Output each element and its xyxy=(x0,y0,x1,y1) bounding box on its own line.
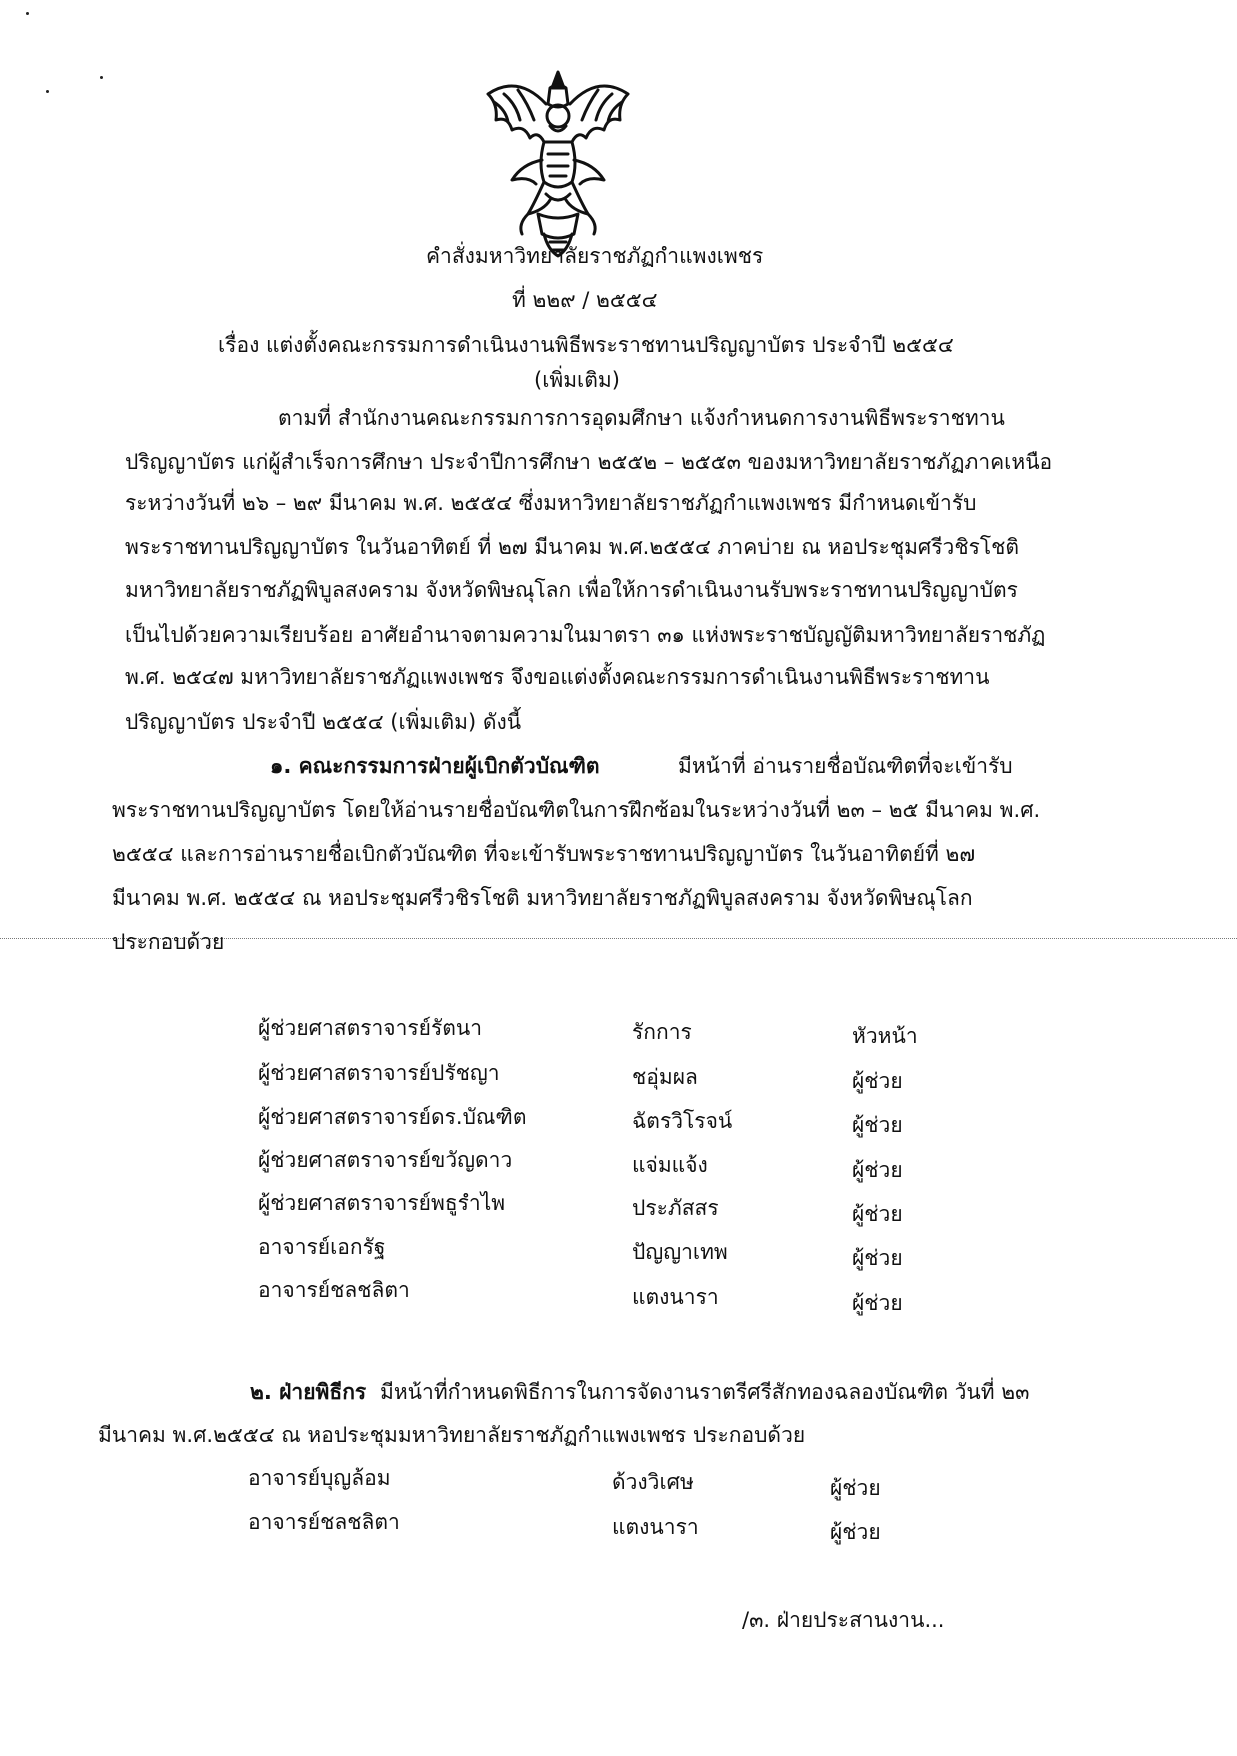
member-surname: แจ่มแจ้ง xyxy=(632,1153,708,1177)
member-surname: ประภัสสร xyxy=(632,1196,719,1220)
section-1-line: ๒๕๕๔ และการอ่านรายชื่อเบิกตัวบัณฑิต ที่จะเข้ารับพระราชทานปริญญาบัตร ในวันอาทิตย์ที่ ๒๗ xyxy=(112,842,976,866)
section-2-heading: ๒. ฝ่ายพิธีกร xyxy=(250,1380,367,1404)
member-name: อาจารย์ชลชลิตา xyxy=(248,1510,400,1534)
member-role: ผู้ช่วย xyxy=(852,1069,903,1093)
member-role: ผู้ช่วย xyxy=(830,1476,881,1500)
member-role: ผู้ช่วย xyxy=(852,1202,903,1226)
member-surname: ด้วงวิเศษ xyxy=(612,1470,694,1494)
section-1-line: พระราชทานปริญญาบัตร โดยให้อ่านรายชื่อบัณฑิตในการฝึกซ้อมในระหว่างวันที่ ๒๓ – ๒๕ มีนาคม พ.ศ. xyxy=(112,798,1041,822)
member-name: อาจารย์บุญล้อม xyxy=(248,1466,391,1490)
preamble-line: พ.ศ. ๒๕๔๗ มหาวิทยาลัยราชภัฏแพงเพชร จึงขอแต่งตั้งคณะกรรมการดำเนินงานพิธีพระราชทาน xyxy=(125,665,990,689)
scan-speck xyxy=(100,76,103,79)
garuda-emblem xyxy=(478,64,638,264)
order-number: ที่ ๒๒๙ / ๒๕๕๔ xyxy=(512,288,658,312)
member-surname: ฉัตรวิโรจน์ xyxy=(632,1109,733,1133)
member-name: ผู้ช่วยศาสตราจารย์ขวัญดาว xyxy=(258,1148,513,1172)
page-continuation: /๓. ฝ่ายประสานงาน... xyxy=(742,1608,945,1632)
member-role: ผู้ช่วย xyxy=(830,1520,881,1544)
member-name: ผู้ช่วยศาสตราจารย์รัตนา xyxy=(258,1016,483,1040)
member-role: ผู้ช่วย xyxy=(852,1291,903,1315)
preamble-line: ปริญญาบัตร ประจำปี ๒๕๕๔ (เพิ่มเติม) ดังนี้ xyxy=(125,710,522,734)
member-name: ผู้ช่วยศาสตราจารย์ปรัชญา xyxy=(258,1061,500,1085)
section-1-line: ประกอบด้วย xyxy=(112,930,225,954)
member-surname: แตงนารา xyxy=(612,1515,699,1539)
preamble-line: ระหว่างวันที่ ๒๖ – ๒๙ มีนาคม พ.ศ. ๒๕๕๔ ซึ่งมหาวิทยาลัยราชภัฏกำแพงเพชร มีกำหนดเข้ารับ xyxy=(125,491,977,515)
order-subject: เรื่อง แต่งตั้งคณะกรรมการดำเนินงานพิธีพระราชทานปริญญาบัตร ประจำปี ๒๕๕๔ xyxy=(218,333,954,357)
section-1-line: มีนาคม พ.ศ. ๒๕๕๔ ณ หอประชุมศรีวชิรโชติ มหาวิทยาลัยราชภัฏพิบูลสงคราม จังหวัดพิษณุโลก xyxy=(112,886,973,910)
preamble-line: พระราชทานปริญญาบัตร ในวันอาทิตย์ ที่ ๒๗ มีนาคม พ.ศ.๒๕๕๔ ภาคบ่าย ณ หอประชุมศรีวชิรโชติ xyxy=(125,535,1020,559)
order-title: คำสั่งมหาวิทยาลัยราชภัฏกำแพงเพชร xyxy=(426,244,764,268)
member-name: ผู้ช่วยศาสตราจารย์ดร.บัณฑิต xyxy=(258,1105,527,1129)
order-subject-note: (เพิ่มเติม) xyxy=(534,368,620,392)
section-2-line: มีหน้าที่กำหนดพิธีการในการจัดงานราตรีศรีสักทองฉลองบัณฑิต วันที่ ๒๓ xyxy=(380,1380,1030,1404)
member-surname: ปัญญาเทพ xyxy=(632,1240,728,1264)
scan-speck xyxy=(46,90,49,93)
section-1-heading: ๑. คณะกรรมการฝ่ายผู้เบิกตัวบัณฑิต xyxy=(270,754,600,778)
member-role: ผู้ช่วย xyxy=(852,1158,903,1182)
member-name: อาจารย์เอกรัฐ xyxy=(258,1235,386,1259)
member-surname: ชอุ่มผล xyxy=(632,1065,698,1089)
member-name: ผู้ช่วยศาสตราจารย์พธูรำไพ xyxy=(258,1191,506,1215)
member-role: ผู้ช่วย xyxy=(852,1246,903,1270)
section-1-line: มีหน้าที่ อ่านรายชื่อบัณฑิตที่จะเข้ารับ xyxy=(678,754,1013,778)
preamble-line: เป็นไปด้วยความเรียบร้อย อาศัยอำนาจตามความในมาตรา ๓๑ แห่งพระราชบัญญัติมหาวิทยาลัยราชภัฏ xyxy=(125,623,1046,647)
section-2-line: มีนาคม พ.ศ.๒๕๕๔ ณ หอประชุมมหาวิทยาลัยราชภัฏกำแพงเพชร ประกอบด้วย xyxy=(98,1423,806,1447)
member-role: หัวหน้า xyxy=(852,1024,918,1048)
preamble-line: ตามที่ สำนักงานคณะกรรมการการอุดมศึกษา แจ้งกำหนดการงานพิธีพระราชทาน xyxy=(278,406,1005,430)
scan-speck xyxy=(26,12,29,15)
member-surname: รักการ xyxy=(632,1020,692,1044)
member-surname: แตงนารา xyxy=(632,1285,719,1309)
member-role: ผู้ช่วย xyxy=(852,1113,903,1137)
member-name: อาจารย์ชลชลิตา xyxy=(258,1278,410,1302)
preamble-line: มหาวิทยาลัยราชภัฏพิบูลสงคราม จังหวัดพิษณุโลก เพื่อให้การดำเนินงานรับพระราชทานปริญญาบัตร xyxy=(125,578,1018,602)
preamble-line: ปริญญาบัตร แก่ผู้สำเร็จการศึกษา ประจำปีการศึกษา ๒๕๕๒ – ๒๕๕๓ ของมหาวิทยาลัยราชภัฏภาคเหนือ xyxy=(125,450,1053,474)
